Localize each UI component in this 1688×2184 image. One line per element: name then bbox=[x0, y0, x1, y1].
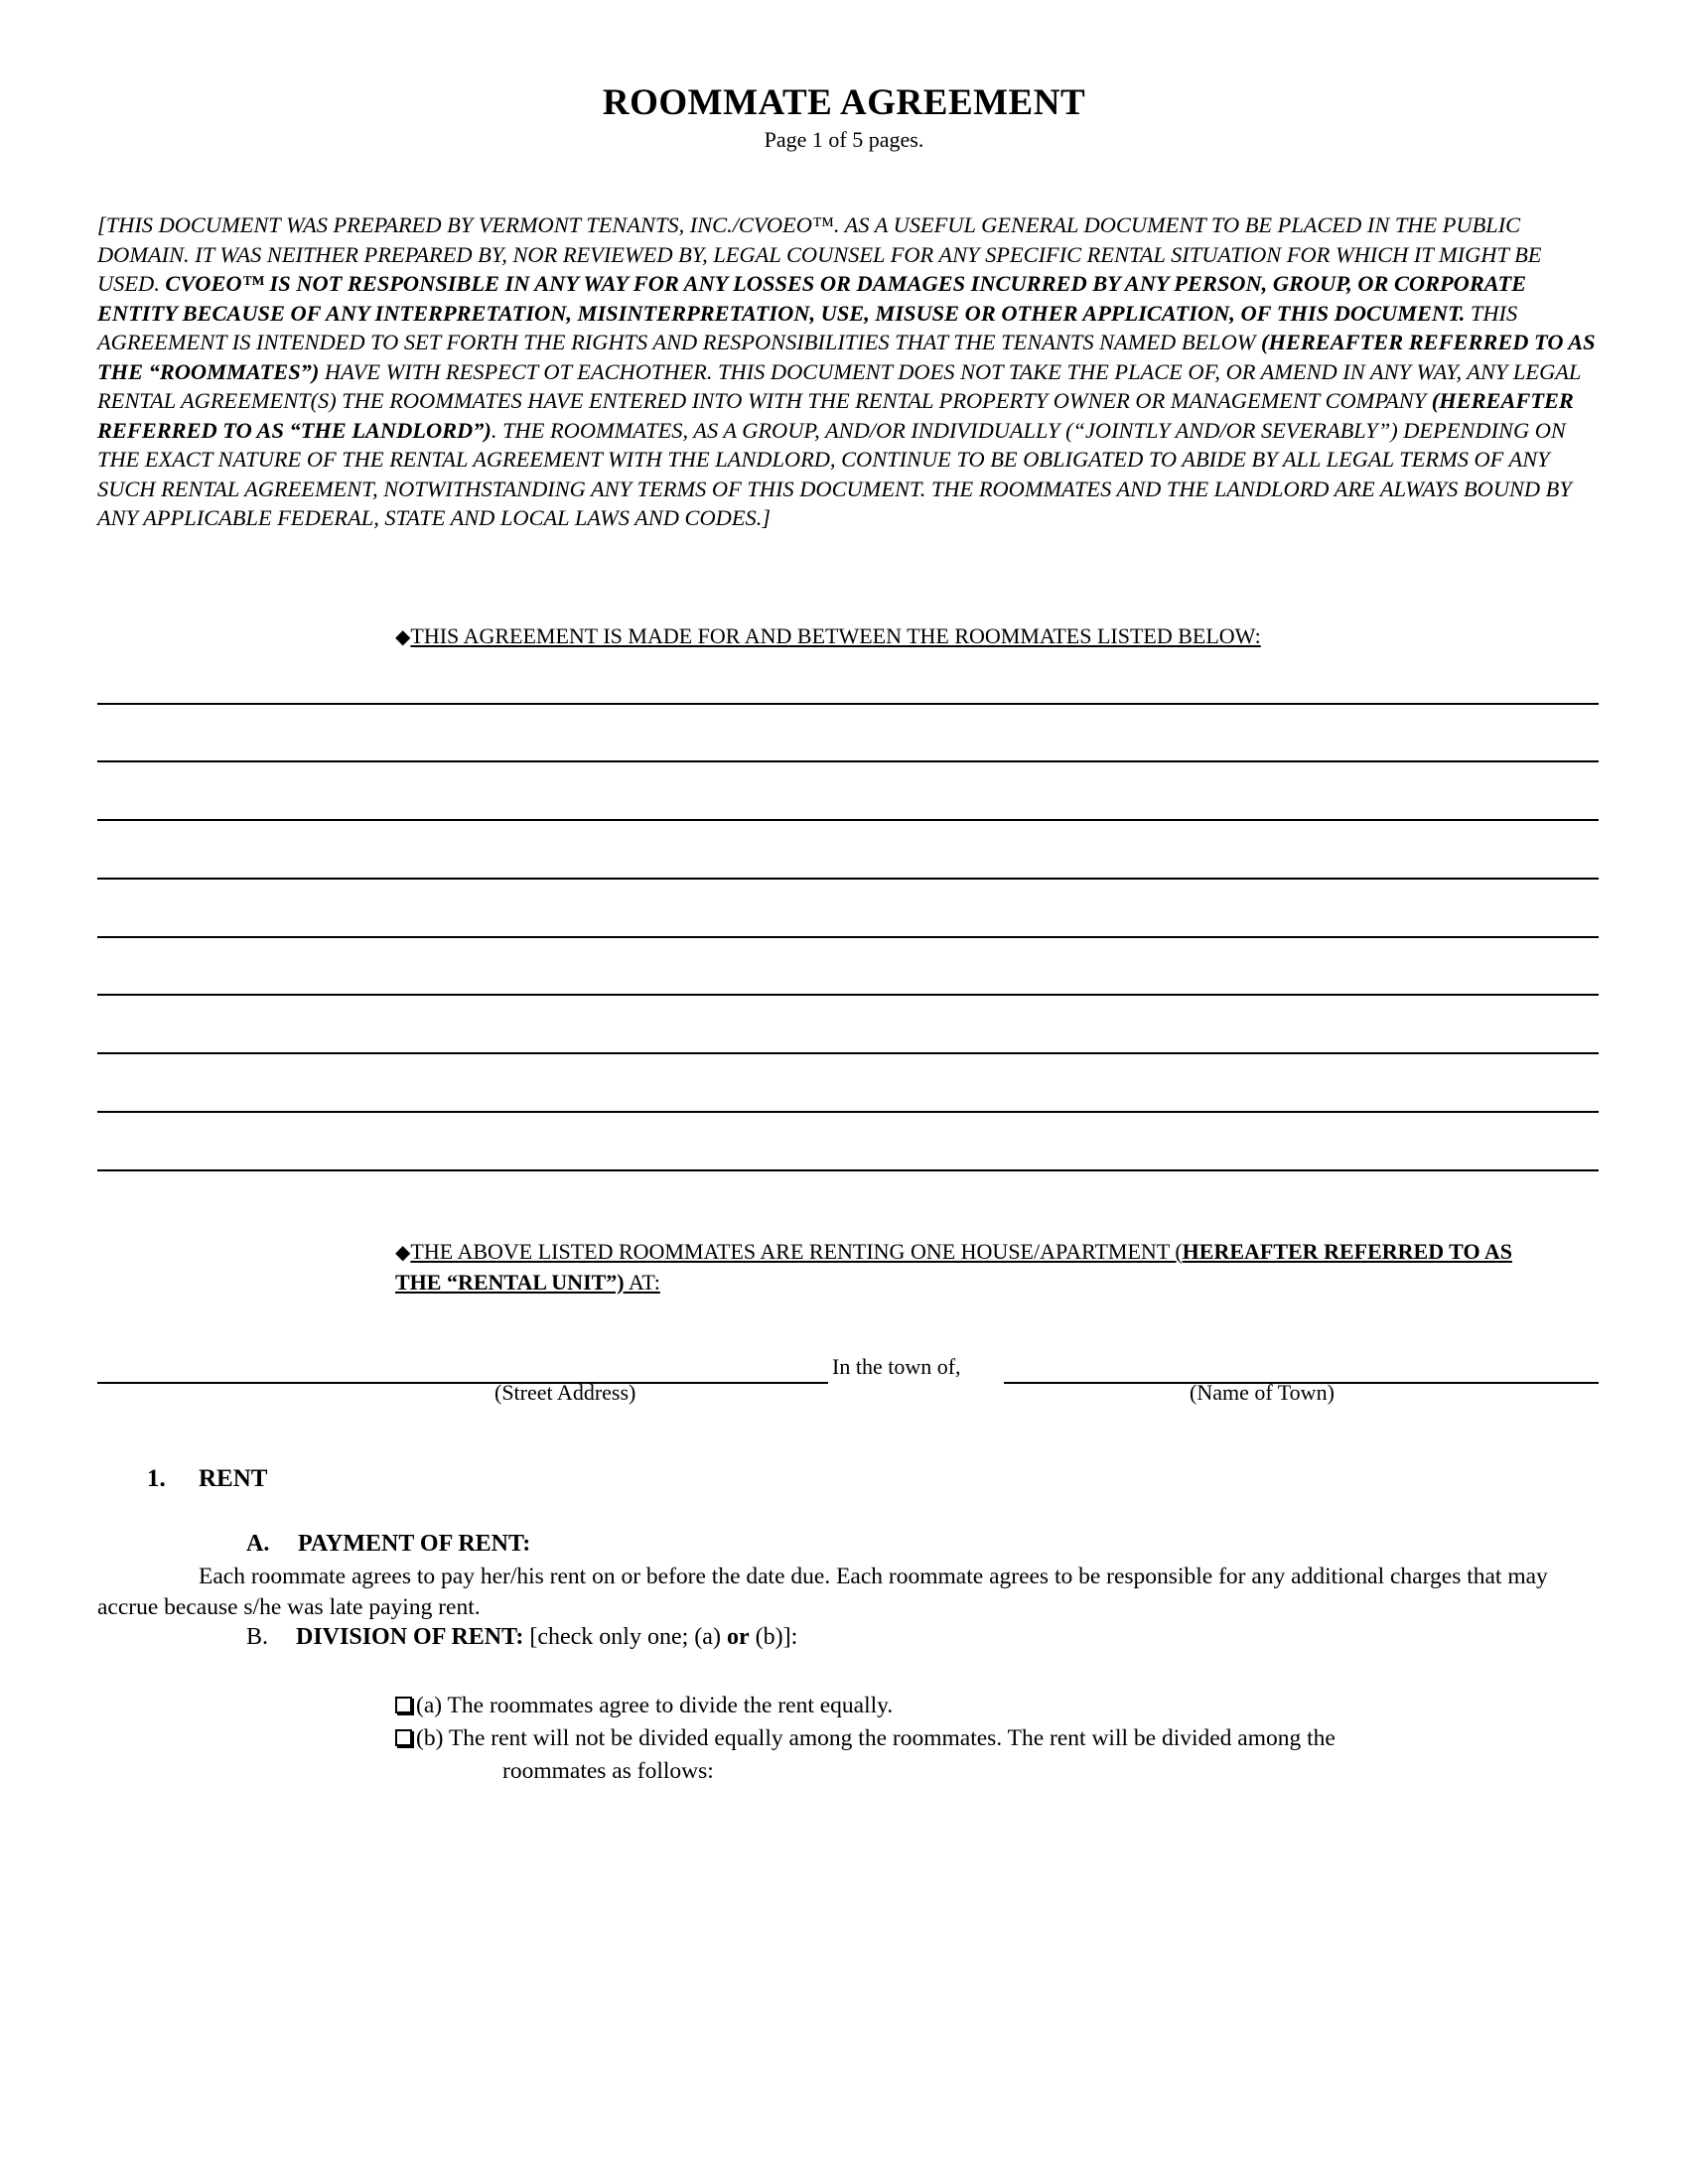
roommate-name-line[interactable] bbox=[97, 703, 1599, 705]
subsection-title: PAYMENT OF RENT: bbox=[298, 1531, 531, 1557]
disclaimer-paragraph bbox=[97, 210, 1599, 533]
address-row bbox=[0, 1352, 1688, 1412]
option-b-label: (b) The rent will not be divided equally among the roommates. The rent will be divided among the bbox=[416, 1725, 1336, 1751]
division-instruction-or: or bbox=[726, 1624, 750, 1650]
option-a-row bbox=[395, 1690, 1587, 1722]
disclaimer-text: HAVE WITH RESPECT OT EACHOTHER. THIS DOCUMENT DOES NOT TAKE THE PLACE OF, OR AMEND IN ANY WAY, ANY LEGAL RENTAL AGREEMENT(S) THE ROOMMATES HAVE ENTERED INTO WITH THE RENTAL PROPERTY OWNER OR MANAGEMENT COMPANY bbox=[97, 358, 1581, 413]
agreement-heading-text: THIS AGREEMENT IS MADE FOR AND BETWEEN THE ROOMMATES LISTED BELOW: bbox=[410, 623, 1261, 648]
roommate-name-line[interactable] bbox=[97, 1052, 1599, 1054]
disclaimer-bold: (HEREAFTER REFERRED TO AS “THE LANDLORD”) bbox=[97, 388, 1574, 443]
document-title: ROOMMATE AGREEMENT bbox=[602, 82, 1086, 123]
diamond-bullet-icon: ◆ bbox=[395, 1242, 411, 1264]
subsection-letter: B. bbox=[246, 1624, 269, 1650]
roommate-name-line[interactable] bbox=[97, 936, 1599, 938]
subsection-letter: A. bbox=[246, 1531, 270, 1557]
payment-of-rent-body bbox=[97, 1562, 1599, 1623]
page-count: Page 1 of 5 pages. bbox=[764, 127, 924, 152]
rental-unit-heading bbox=[395, 1237, 1537, 1297]
roommate-name-line[interactable] bbox=[97, 760, 1599, 762]
section-number: 1. bbox=[147, 1465, 166, 1492]
disclaimer-bold: CVOEO™ IS NOT RESPONSIBLE IN ANY WAY FOR ANY LOSSES OR DAMAGES INCURRED BY ANY PERSON, GROUP, OR CORPORATE ENTITY BECAUSE OF ANY INTERPRETATION, MISINTERPRETATION, USE, MISUSE OR OTHER APPLICATION, OF THIS DOCUMENT. bbox=[97, 271, 1527, 326]
disclaimer-bold: (HEREAFTER REFERRED TO AS THE “ROOMMATES”) bbox=[97, 330, 1596, 384]
street-address-field[interactable] bbox=[97, 1382, 828, 1384]
section-rent-heading bbox=[147, 1465, 267, 1493]
town-name-caption: (Name of Town) bbox=[1190, 1380, 1335, 1405]
option-a-label: (a) The roommates agree to divide the rent equally. bbox=[416, 1693, 894, 1718]
section-title: RENT bbox=[199, 1465, 268, 1492]
rental-unit-heading-tail: AT: bbox=[624, 1270, 660, 1295]
disclaimer-text: THIS AGREEMENT IS INTENDED TO SET FORTH THE RIGHTS AND RESPONSIBILITIES THAT THE TENANTS NAMED BELOW bbox=[97, 300, 1518, 354]
option-b-row bbox=[395, 1722, 1587, 1788]
option-b-checkbox[interactable] bbox=[395, 1729, 412, 1746]
subsection-title: DIVISION OF RENT: bbox=[296, 1624, 524, 1650]
disclaimer-text: . THE ROOMMATES, AS A GROUP, AND/OR INDIVIDUALLY (“JOINTLY AND/OR SEVERABLY”) DEPENDING ON THE EXACT NATURE OF THE RENTAL AGREEMENT WITH THE LANDLORD, CONTINUE TO BE OBLIGATED TO ABIDE BY ALL LEGAL TERMS OF ANY SUCH RENTAL AGREEMENT, NOTWITHSTANDING ANY TERMS OF THIS DOCUMENT. THE ROOMMATES AND THE LANDLORD ARE ALWAYS BOUND BY ANY APPLICABLE FEDERAL, STATE AND LOCAL LAWS AND CODES.] bbox=[97, 417, 1572, 530]
division-instruction: [check only one; (a) bbox=[523, 1624, 727, 1650]
roommate-name-line[interactable] bbox=[97, 1169, 1599, 1171]
diamond-bullet-icon: ◆ bbox=[395, 626, 411, 648]
in-town-label: In the town of, bbox=[832, 1354, 961, 1379]
roommate-name-line[interactable] bbox=[97, 1111, 1599, 1113]
payment-of-rent-text: Each roommate agrees to pay her/his rent on or before the date due. Each roommate agrees to be responsible for any additional charges that may accrue because s/he was late paying rent. bbox=[97, 1564, 1548, 1620]
roommate-name-line[interactable] bbox=[97, 819, 1599, 821]
division-instruction: (b)]: bbox=[749, 1624, 798, 1650]
roommate-name-line[interactable] bbox=[97, 994, 1599, 996]
agreement-heading bbox=[395, 623, 1261, 649]
division-of-rent-heading bbox=[246, 1624, 797, 1651]
rental-unit-heading-bold: HEREAFTER REFERRED TO AS THE “RENTAL UNIT”) bbox=[395, 1239, 1512, 1295]
street-address-caption: (Street Address) bbox=[494, 1380, 636, 1405]
option-b-label-continued: roommates as follows: bbox=[502, 1758, 714, 1784]
rental-unit-heading-text: THE ABOVE LISTED ROOMMATES ARE RENTING ONE HOUSE/APARTMENT ( bbox=[410, 1239, 1183, 1264]
payment-of-rent-heading bbox=[246, 1531, 530, 1558]
roommate-name-line[interactable] bbox=[97, 878, 1599, 880]
option-a-checkbox[interactable] bbox=[395, 1697, 412, 1713]
disclaimer-text: [THIS DOCUMENT WAS PREPARED BY VERMONT TENANTS, INC./CVOEO™. AS A USEFUL GENERAL DOCUMENT TO BE PLACED IN THE PUBLIC DOMAIN. IT WAS NEITHER PREPARED BY, NOR REVIEWED BY, LEGAL COUNSEL FOR ANY SPECIFIC RENTAL SITUATION FOR WHICH IT MIGHT BE USED. bbox=[97, 212, 1542, 296]
